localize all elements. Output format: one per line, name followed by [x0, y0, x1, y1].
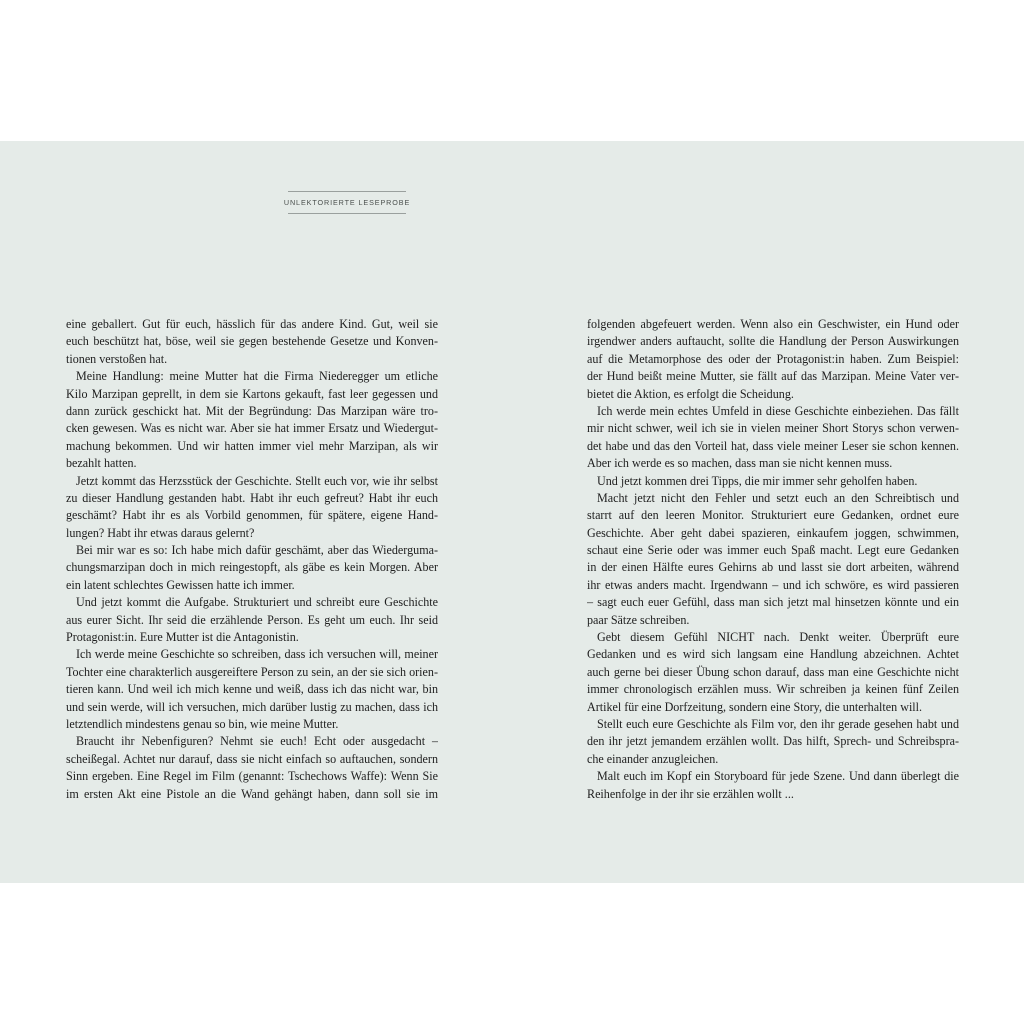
text-line: folgenden abgefeuert werden. Wenn also ein Geschwister, ein Hund oder	[587, 317, 959, 331]
text-line: auch gerne bei dieser Übung schon darauf, dass man eine Geschichte nicht	[587, 664, 959, 679]
text-line: dann zurück geschickt hat. Mit der Begründung: Das Marzipan wäre tro-	[66, 403, 438, 418]
text-line: ein latent schlechtes Gewissen hatte ich immer.	[66, 577, 295, 592]
text-line: Braucht ihr Nebenfiguren? Nehmt sie euch! Echt oder ausgedacht –	[76, 734, 438, 749]
text-line: Jetzt kommt das Herzsstück der Geschichte. Stellt euch vor, wie ihr selbst	[76, 473, 438, 488]
text-line: aus eurer Sicht. Ihr seid die erzählende Person. Es geht um euch. Ihr seid	[66, 612, 438, 627]
right-page-text	[587, 316, 959, 803]
text-line: che einander anzugleichen.	[587, 751, 719, 766]
text-line: Sinn ergeben. Eine Regel im Film (genannt: Tschechows Waffe): Wenn Sie	[66, 769, 438, 784]
text-line: Protagonist:in. Eure Mutter ist die Antagonistin.	[66, 630, 299, 645]
text-line: mir nicht schwer, weil ich sie in vielen meiner Short Storys schon verwen-	[587, 421, 959, 436]
text-line: geschämt? Habt ihr es als Vorbild genommen, für spätere, eigene Hand-	[66, 508, 438, 523]
text-line: starrt auf den leeren Monitor. Strukturiert eure Gedanken, ordnet eure	[587, 508, 959, 523]
text-line: – sagt euch euer Gefühl, dass man sich jetzt mal hinsetzen könnte und ein	[587, 595, 959, 610]
text-line: Ich werde meine Geschichte so schreiben, dass ich versuchen will, meiner	[76, 647, 438, 662]
text-line: im ersten Akt eine Pistole an die Wand gehängt haben, dann soll sie im	[66, 786, 438, 801]
text-line: paar Sätze schreiben.	[587, 612, 690, 627]
text-line: Bei mir war es so: Ich habe mich dafür geschämt, aber das Wiedergumа-	[76, 543, 438, 558]
text-line: schaut eine Serie oder was immer euch Spaß macht. Legt eure Gedanken	[587, 543, 959, 558]
text-line: Reihenfolge in der ihr sie erzählen wollt ...	[587, 786, 794, 801]
text-line: cken gewesen. Was es nicht war. Aber sie hat immer Ersatz und Wiedergut-	[66, 421, 438, 436]
text-line: Tochter eine charakterlich ausgereiftere Person zu sein, an der sie sich orien-	[66, 664, 438, 679]
text-line: Und jetzt kommen drei Tipps, die mir immer sehr geholfen haben.	[597, 473, 918, 488]
text-line: Meine Handlung: meine Mutter hat die Firma Niederegger um etliche	[76, 369, 438, 384]
text-line: in der einen Hälfte eures Gehirns ab und lasst sie dort arbeiten, während	[587, 560, 959, 575]
text-line: chungsmarzipan doch in mich reingestopft, als gäbe es kein Morgen. Aber	[66, 560, 438, 575]
text-line: Ich werde mein echtes Umfeld in diese Geschichte einbeziehen. Das fällt	[597, 403, 959, 418]
text-line: der Hund beißt meine Mutter, sie fällt auf das Marzipan. Meine Vater ver-	[587, 369, 959, 384]
text-line: und sein werde, will ich versuchen, mich darüber lustig zu machen, dass ich	[66, 699, 438, 714]
text-line: Aber ich werde es so machen, dass man sie nicht kennen muss.	[587, 456, 893, 471]
text-line: scheißegal. Achtet nur darauf, dass sie nicht einfach so auftauchen, sondern	[66, 751, 438, 766]
text-line: bietet die Aktion, es erfolgt die Scheidung.	[587, 386, 794, 401]
text-line: Kilo Marzipan geprellt, in dem sie Kartons gekauft, fast leer gegessen und	[66, 386, 438, 401]
text-line: den ihr jetzt jemandem erzählen wollt. Das hilft, Sprech- und Schreibspra-	[587, 734, 959, 749]
text-line: Artikel für eine Dorfzeitung, sondern eine Story, die unterhalten will.	[587, 699, 923, 714]
text-line: tionen verstoßen hat.	[66, 351, 168, 366]
text-line: letztendlich mindestens genau so bin, wie meine Mutter.	[66, 716, 339, 731]
text-line: immer chronologisch erzählen muss. Wir schreiben ja keinen fünf Zeilen	[587, 682, 959, 697]
text-line: Gebt diesem Gefühl NICHT nach. Denkt weiter. Überprüft eure	[597, 630, 959, 645]
text-line: bezahlt hatten.	[66, 456, 137, 471]
text-line: tieren kann. Und weil ich mich kenne und weiß, dass ich das nicht war, bin	[66, 682, 438, 697]
text-line: Macht jetzt nicht den Fehler und setzt euch an den Schreibtisch und	[597, 490, 959, 505]
text-line: Gedanken und es wird sich langsam eine Handlung abzeichnen. Achtet	[587, 647, 959, 662]
text-line: lungen? Habt ihr etwas daraus gelernt?	[66, 525, 255, 540]
text-line: eine geballert. Gut für euch, hässlich für das andere Kind. Gut, weil sie	[66, 317, 438, 331]
text-line: Und jetzt kommt die Aufgabe. Strukturiert und schreibt eure Geschichte	[76, 595, 438, 610]
text-line: auf die Metamorphose des oder der Protagonist:in haben. Zum Beispiel:	[587, 351, 959, 366]
text-line: Geschichte. Aber geht dabei spazieren, einkaufem joggen, schwimmen,	[587, 525, 959, 540]
text-line: Stellt euch eure Geschichte als Film vor, den ihr gerade gesehen habt und	[597, 716, 959, 731]
text-line: machung bekommen. Und wir hatten immer viel mehr Marzipan, als wir	[66, 438, 438, 453]
text-line: irgendwer anders auftaucht, sollte die Handlung der Person Auswirkungen	[587, 334, 959, 349]
text-line: euch beschützt hat, böse, weil sie gegen bestehende Gesetze und Konven-	[66, 334, 438, 349]
text-line: zu dieser Handlung gestanden habt. Habt ihr euch gefreut? Habt ihr euch	[66, 490, 438, 505]
header-label-box	[283, 191, 411, 214]
text-line: Malt euch im Kopf ein Storyboard für jede Szene. Und dann überlegt die	[597, 769, 959, 784]
left-page-text	[66, 316, 438, 803]
header-label: UNLEKTORIERTE LESEPROBE	[283, 198, 411, 207]
text-line: det habe und das den Vorteil hat, dass viele meiner Leser sie schon kennen.	[587, 438, 959, 453]
text-line: ihr etwas anders macht. Irgendwann – und ich schwöre, es wird passieren	[587, 577, 959, 592]
